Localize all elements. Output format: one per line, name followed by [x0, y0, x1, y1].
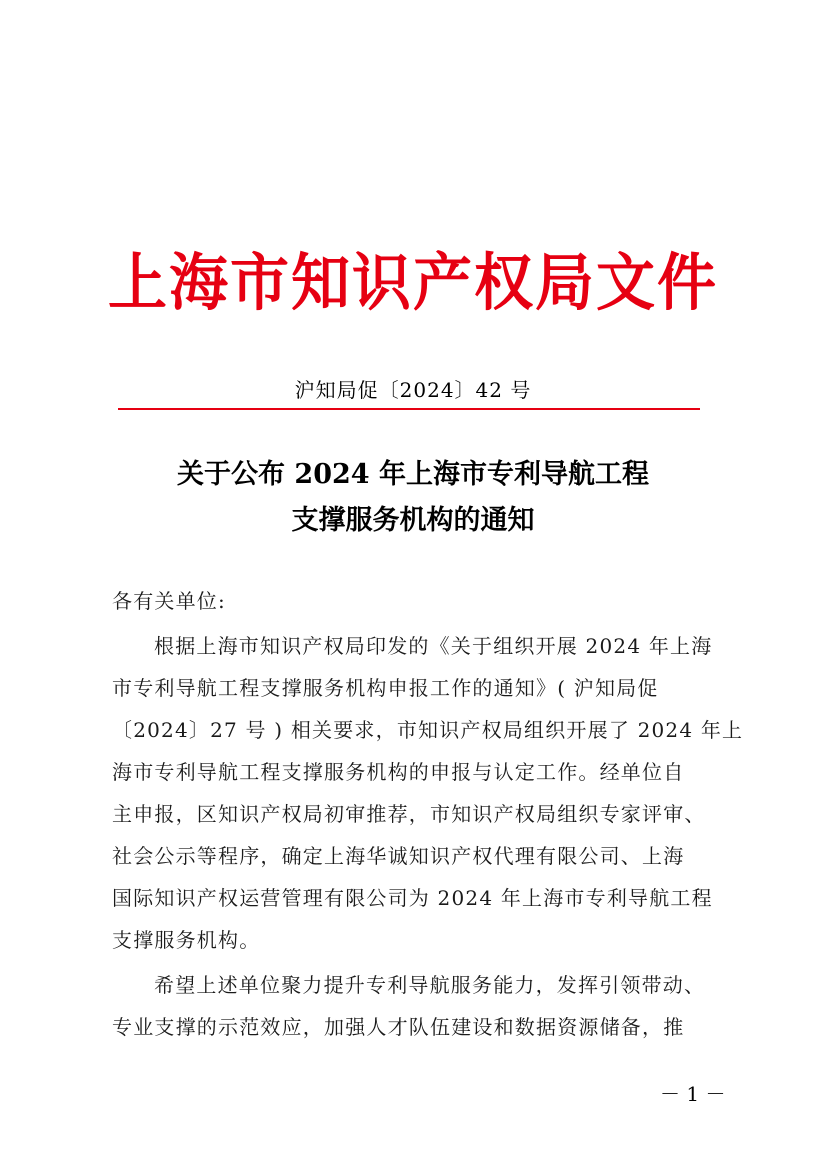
body-line: 市专利导航工程支撑服务机构申报工作的通知》( 沪知局促	[112, 676, 659, 700]
notice-title-line: 支撑服务机构的通知	[291, 505, 535, 536]
document-number: 沪知局促〔2024〕42 号	[294, 378, 532, 402]
red-divider-rule	[118, 408, 700, 410]
body-line: 主申报，区知识产权局初审推荐，市知识产权局组织专家评审、	[112, 802, 706, 826]
body-line: 〔2024〕27 号 ) 相关要求，市知识产权局组织开展了 2024 年上	[112, 718, 744, 742]
notice-title	[0, 452, 826, 544]
body-line: 海市专利导航工程支撑服务机构的申报与认定工作。经单位自	[112, 760, 685, 784]
body-line: 专业支撑的示范效应，加强人才队伍建设和数据资源储备，推	[112, 1015, 685, 1039]
notice-body	[112, 580, 744, 1048]
body-line: 国际知识产权运营管理有限公司为 2024 年上海市专利导航工程	[112, 886, 713, 910]
body-paragraph	[112, 625, 744, 961]
page-number: － 1 －	[660, 1082, 726, 1106]
body-paragraph	[112, 964, 718, 1048]
body-line: 支撑服务机构。	[112, 928, 261, 952]
body-line: 社会公示等程序，确定上海华诚知识产权代理有限公司、上海	[112, 844, 685, 868]
salutation: 各有关单位:	[112, 589, 226, 613]
masthead-title: 上海市知识产权局文件	[107, 246, 718, 319]
body-line: 根据上海市知识产权局印发的《关于组织开展 2024 年上海	[154, 634, 713, 658]
body-line: 希望上述单位聚力提升专利导航服务能力，发挥引领带动、	[154, 973, 706, 997]
notice-title-line: 关于公布 2024 年上海市专利导航工程	[177, 459, 649, 490]
